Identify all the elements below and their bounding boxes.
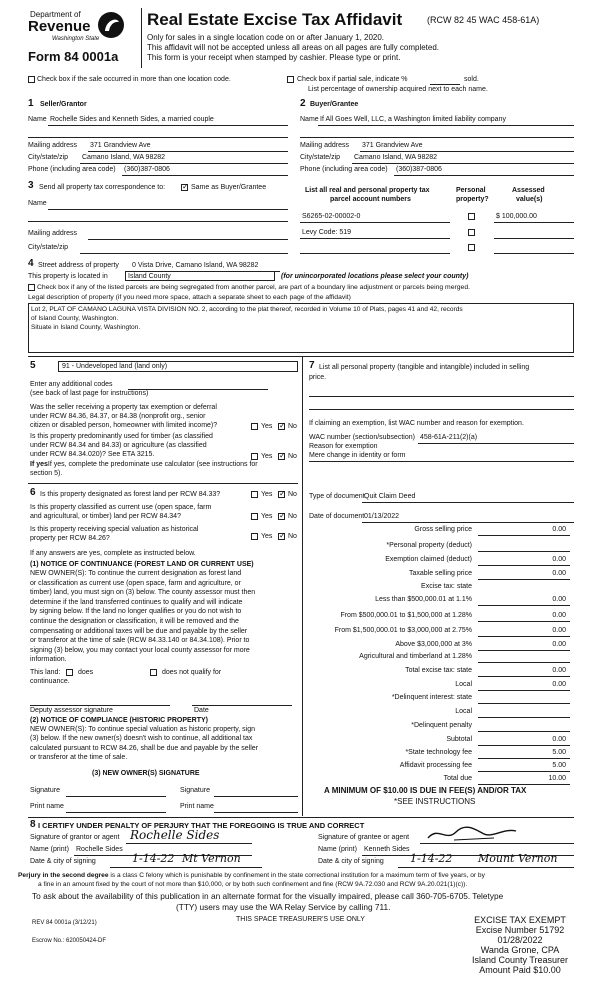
form-title: Real Estate Excise Tax Affidavit: [147, 10, 403, 29]
perjury-text-1: is a class C felony which is punishable by confinement in the state correctional institution for a maximum term of five years, or by: [108, 872, 485, 879]
tax-value-tier3[interactable]: 0.00: [552, 627, 566, 634]
owner-signature-label-1: Signature: [30, 787, 60, 794]
treasurer-use-label: THIS SPACE TREASURER'S USE ONLY: [236, 916, 365, 923]
multi-location-checkbox[interactable]: [28, 76, 35, 83]
tax-value-tier4[interactable]: 0.00: [552, 641, 566, 648]
tax-value-subtotal[interactable]: 0.00: [552, 736, 566, 743]
tax-value-tier1[interactable]: 0.00: [552, 596, 566, 603]
tax-underline: [478, 758, 570, 759]
sec6-q1: Is this property designated as forest land per RCW 84.33?: [40, 491, 221, 498]
tax-underline: [478, 690, 570, 691]
tax-value-total-state[interactable]: 0.00: [552, 667, 566, 674]
legal-line-2: of Island County, Washington.: [31, 315, 119, 322]
assessed-value-1[interactable]: $ 100,000.00: [496, 213, 537, 220]
cont-lines-line: or transferor at the time of sale (RCW 84.33.140 or 84.34.108). Prior to: [30, 637, 250, 645]
sec5-q2-yes-label: Yes: [261, 453, 273, 460]
doc-date-label: Date of document: [309, 513, 365, 520]
parcel-col1-l1: List all real and personal property tax: [305, 187, 430, 194]
sec6-q2-no-label: No: [288, 513, 297, 520]
sec6-any-yes: If any answers are yes, complete as instructed below.: [30, 550, 196, 557]
tax-underline: [478, 636, 570, 637]
sec7-text-l2: price.: [309, 374, 327, 381]
perjury-line-2: a fine in an amount fixed by the court of not more than $10,000, or by both such confinement and fine (RCW 9A.72.030 and RCW 9A.20.021(1)(c)).: [38, 881, 468, 888]
tax-label-personal: *Personal property (deduct): [386, 542, 472, 549]
wac-label: WAC number (section/subsection): [309, 434, 415, 441]
land-does-not-label: does not qualify for: [162, 669, 222, 676]
sec6-q3-no-checkbox[interactable]: [278, 533, 285, 540]
parcel-col3-l1: Assessed: [512, 187, 545, 194]
header-note-2: This affidavit will not be accepted unless all areas on all pages are fully completed.: [147, 43, 440, 52]
sec6-q2-no-checkbox[interactable]: [278, 513, 285, 520]
located-label: This property is located in: [28, 273, 108, 280]
parcel-col2-l2: property?: [456, 196, 489, 203]
seller-heading: Seller/Grantor: [40, 101, 87, 108]
sec6-q1-no-label: No: [288, 491, 297, 498]
sec5-q1-yes-checkbox[interactable]: [251, 423, 258, 430]
tax-underline: [478, 650, 570, 651]
tax-label-total-due: Total due: [443, 775, 472, 782]
reason-value[interactable]: Mere change in identity or form: [309, 452, 406, 459]
sec6-q3-l2: property per RCW 84.26?: [30, 535, 110, 542]
owner-print-label-1: Print name: [30, 803, 64, 810]
tax-label-processing: Affidavit processing fee: [399, 762, 472, 769]
tax-value-exemption[interactable]: 0.00: [552, 556, 566, 563]
dept-state: Washington State: [52, 36, 100, 42]
stamp-line-3: 01/28/2022: [497, 935, 543, 945]
grantor-date[interactable]: 1-14-22: [132, 852, 175, 865]
tax-underline: [478, 717, 570, 718]
legal-label: Legal description of property (if you need more space, attach a separate sheet to each page of the affidavit): [28, 294, 351, 301]
continuance-heading: (1) NOTICE OF CONTINUANCE (FOREST LAND OR CURRENT USE): [30, 561, 254, 568]
sec5-q2-l2: under RCW 84.34 and 84.33) or agriculture (as classified: [30, 442, 207, 449]
grantee-signature-scribble[interactable]: [424, 822, 520, 844]
parcel-number-1[interactable]: S6265-02-00002-0: [302, 213, 361, 220]
section-5-number: 5: [30, 360, 36, 371]
comp-lines-line: calculated pursuant to RCW 84.26, shall be due and payable by the seller: [30, 744, 259, 752]
stamp-line-1: EXCISE TAX EXEMPT: [474, 915, 566, 925]
doc-type-label: Type of document: [309, 493, 365, 500]
sec6-q2-l2: and agricultural, or timber) land per RCW 84.34?: [30, 513, 181, 520]
tax-label-subtotal: Subtotal: [446, 736, 472, 743]
tax-underline: [478, 771, 570, 772]
sec5-q1-l1: Was the seller receiving a property tax exemption or deferral: [30, 404, 217, 411]
county-select[interactable]: Island County: [125, 271, 275, 281]
buyer-name-label: Name: [300, 116, 319, 123]
tax-value-gross[interactable]: 0.00: [552, 526, 566, 533]
tax-value-tech[interactable]: 5.00: [552, 749, 566, 756]
stamp-line-5: Island County Treasurer: [471, 955, 569, 965]
cont-lines-line: timber) land, you must sign on (3) below. The county assessor must then: [30, 589, 256, 597]
sold-label: sold.: [464, 76, 479, 83]
tax-label-taxable: Taxable selling price: [408, 570, 472, 577]
grantee-name[interactable]: Kenneth Sides: [364, 846, 410, 853]
segregated-checkbox[interactable]: [28, 284, 35, 291]
sec5-q2-no-checkbox[interactable]: [278, 453, 285, 460]
new-owner-signature-heading: (3) NEW OWNER(S) SIGNATURE: [92, 770, 200, 777]
sec6-q2-yes-label: Yes: [261, 513, 273, 520]
sec6-q3-yes-label: Yes: [261, 533, 273, 540]
escrow-number: Escrow No.: 620050424-DF: [32, 938, 107, 944]
tax-label-tier4: Above $3,000,000 at 3%: [395, 641, 472, 648]
grantor-city[interactable]: Mt Vernon: [182, 852, 241, 865]
sec5-ifyes-text: If yes, complete the predominate use calculator (see instructions for: [47, 461, 258, 468]
grantee-city[interactable]: Mount Vernon: [478, 852, 558, 865]
tax-underline: [478, 621, 570, 622]
tax-underline: [478, 676, 570, 677]
tax-label-penalty: *Delinquent penalty: [411, 722, 472, 729]
wac-number[interactable]: 458-61A-211(2)(a): [420, 434, 478, 441]
seller-name[interactable]: Rochelle Sides and Kenneth Sides, a married couple: [50, 116, 214, 123]
sec6-q3-yes-checkbox[interactable]: [251, 533, 258, 540]
corr-city-label: City/state/zip: [28, 244, 69, 251]
sec5-q1-no-label: No: [288, 423, 297, 430]
doc-type[interactable]: Quit Claim Deed: [364, 493, 416, 500]
alt-format-line-2: (TTY) users may use the WA Relay Service by calling 711.: [176, 902, 391, 912]
street-address[interactable]: 0 Vista Drive, Camano Island, WA 98282: [132, 262, 259, 269]
sec6-q2-l1: Is this property classified as current use (open space, farm: [30, 504, 212, 511]
parcel-col2-l1: Personal: [456, 187, 486, 194]
certify-statement: I CERTIFY UNDER PENALTY OF PERJURY THAT THE FOREGOING IS TRUE AND CORRECT: [38, 821, 365, 830]
header-note-3: This form is your receipt when stamped by cashier. Please type or print.: [147, 53, 401, 62]
tax-underline: [478, 745, 570, 746]
sec6-q3-l1: Is this property receiving special valuation as historical: [30, 526, 199, 533]
comp-lines-line: or transferor at the time of sale.: [30, 754, 128, 762]
tax-underline: [478, 605, 570, 606]
land-does-checkbox[interactable]: [66, 669, 73, 676]
sec5-q2-yes-checkbox[interactable]: [251, 453, 258, 460]
buyer-mail[interactable]: 371 Grandview Ave: [362, 142, 423, 149]
seller-mail[interactable]: 371 Grandview Ave: [90, 142, 151, 149]
tax-label-tier3: From $1,500,000.01 to $3,000,000 at 2.75%: [334, 627, 472, 634]
owner-signature-field-1[interactable]: [66, 796, 166, 797]
same-as-buyer-checkbox[interactable]: [181, 184, 188, 191]
land-does-label: does: [78, 669, 94, 676]
sec6-q2-yes-checkbox[interactable]: [251, 513, 258, 520]
partial-sale-label: Check box if partial sale, indicate %: [297, 76, 408, 83]
cont-lines-line: or classification as current use (open space, farm and agriculture, or: [30, 579, 241, 587]
doc-date[interactable]: 01/13/2022: [364, 513, 400, 520]
sec5-q1-yes-label: Yes: [261, 423, 273, 430]
header-note-1: Only for sales in a single location code on or after January 1, 2020.: [147, 33, 385, 42]
owner-signature-label-2: Signature: [180, 787, 210, 794]
tax-label-tech: *State technology fee: [405, 749, 472, 756]
corr-mail-label: Mailing address: [28, 230, 78, 237]
tax-label-delinq-local: Local: [455, 708, 472, 715]
revenue-logo-icon: [97, 11, 125, 39]
sec5-q2-l1: Is this property predominantly used for timber (as classified: [30, 433, 213, 440]
grantor-date-label: Date & city of signing: [30, 858, 96, 865]
additional-codes-note: (see back of last page for instructions): [30, 390, 149, 397]
stamp-line-2: Excise Number 51792: [475, 925, 565, 935]
cont-lines-line: NEW OWNER(S): To continue the current designation as forest land: [30, 570, 242, 577]
additional-codes-label: Enter any additional codes: [30, 381, 113, 388]
legal-line-3: Situate in Island County, Washington.: [31, 324, 141, 331]
tax-value-total-due[interactable]: 10.00: [548, 775, 566, 782]
grantor-signature[interactable]: Rochelle Sides: [130, 828, 220, 842]
minimum-fee-note: A MINIMUM OF $10.00 IS DUE IN FEE(S) AND/OR TAX: [324, 786, 527, 795]
tax-underline: [478, 551, 570, 552]
sec5-q1-no-checkbox[interactable]: [278, 423, 285, 430]
tax-label-ag: Agricultural and timberland at 1.28%: [359, 653, 472, 660]
section-1-number: 1: [28, 98, 34, 109]
tax-underline: [478, 731, 570, 732]
buyer-heading: Buyer/Grantee: [310, 101, 359, 108]
tax-value-taxable[interactable]: 0.00: [552, 570, 566, 577]
rev-number: REV 84 0001a (3/12/21): [32, 920, 97, 926]
tax-value-local[interactable]: 0.00: [552, 681, 566, 688]
levy-code[interactable]: Levy Code: 519: [302, 229, 352, 236]
grantor-name-label: Name (print): [30, 846, 69, 853]
sec6-q1-yes-label: Yes: [261, 491, 273, 498]
seller-name-label: Name: [28, 116, 47, 123]
seller-phone-label: Phone (including area code): [28, 166, 116, 173]
perjury-bold: Perjury in the second degree: [18, 872, 109, 879]
buyer-phone-label: Phone (including area code): [300, 166, 388, 173]
seller-city-label: City/state/zip: [28, 154, 69, 161]
alt-format-line-1: To ask about the availability of this publication in an alternate format for the visually impaired, please call 360-705-6705. Teletype: [32, 891, 504, 901]
rcw-ref: (RCW 82 45 WAC 458-61A): [427, 15, 540, 25]
sec5-q2-no-label: No: [288, 453, 297, 460]
form-number: Form 84 0001a: [28, 49, 119, 64]
dept-revenue: Revenue: [28, 18, 91, 35]
dept-line1: Department of: [30, 10, 81, 19]
tax-label-tier1: Less than $500,000.01 at 1.1%: [375, 596, 472, 603]
tax-underline: [478, 784, 570, 785]
sec5-ifyes-l1: If yesIf yes, complete the predominate use calculator (see instructions for: [30, 461, 258, 468]
sec6-q1-yes-checkbox[interactable]: [251, 491, 258, 498]
cont-lines-line: continue the designation or classification, it will be removed and the: [30, 618, 239, 625]
partial-percent-field[interactable]: [430, 84, 460, 85]
correspondence-text: Send all property tax correspondence to:: [39, 184, 166, 191]
tax-label-exemption: Exemption claimed (deduct): [385, 556, 472, 563]
grantee-signature-label: Signature of grantee or agent: [318, 834, 410, 841]
section-2-number: 2: [300, 98, 306, 109]
buyer-city[interactable]: Camano Island, WA 98282: [354, 154, 438, 161]
sec6-q1-no-checkbox[interactable]: [278, 491, 285, 498]
stamp-line-4: Wanda Grone, CPA: [480, 945, 560, 955]
stamp-line-6: Amount Paid $10.00: [479, 965, 561, 975]
tax-underline: [478, 703, 570, 704]
comp-lines-line: NEW OWNER(S): To continue special valuation as historic property, sign: [30, 726, 255, 733]
parcel-col1-l2: parcel account numbers: [330, 196, 411, 203]
compliance-heading: (2) NOTICE OF COMPLIANCE (HISTORIC PROPERTY): [30, 717, 208, 724]
additional-codes-field[interactable]: [128, 389, 268, 390]
section-7-number: 7: [309, 360, 315, 371]
section-3-number: 3: [28, 180, 34, 191]
owner-signature-field-2[interactable]: [214, 796, 298, 797]
deputy-signature-label: Deputy assessor signature: [30, 707, 113, 714]
percent-note: List percentage of ownership acquired next to each name.: [308, 86, 488, 93]
cont-lines-line: determine if the land transferred continues to qualify and will indicate: [30, 598, 243, 606]
sec5-q1-l3: citizen or disabled person, homeowner with limited income)?: [30, 422, 218, 429]
legal-line-1: Lot 2, PLAT OF CAMANO LAGUNA VISTA DIVISION NO. 2, according to the plat thereof, recorded in Volume 10 of Plats, pages 41 and 42, records: [31, 306, 463, 313]
seller-mail-label: Mailing address: [28, 142, 78, 149]
buyer-name[interactable]: If All Goes Well, LLC, a Washington limited liability company: [320, 116, 506, 123]
tax-label-local: Local: [455, 681, 472, 688]
exemption-claim-label: If claiming an exemption, list WAC number and reason for exemption.: [309, 420, 524, 427]
sec7-text-l1: List all personal property (tangible and intangible) included in selling: [319, 364, 530, 371]
cont-lines-line: signing (3) below, you may contact your local county assessor for more: [30, 646, 250, 654]
tax-label-delinq-state: *Delinquent interest: state: [391, 694, 472, 701]
grantee-name-label: Name (print): [318, 846, 357, 853]
owner-print-label-2: Print name: [180, 803, 214, 810]
seller-city[interactable]: Camano Island, WA 98282: [82, 154, 166, 161]
reason-label: Reason for exemption: [309, 443, 378, 450]
tax-label-gross: Gross selling price: [414, 526, 472, 533]
tax-underline: [478, 662, 570, 663]
parcel-col3-l2: value(s): [516, 196, 543, 203]
sec5-q1-l2: under RCW 84.36, 84.37, or 84.38 (nonprofit org., senior: [30, 413, 206, 420]
this-land-label: This land:: [30, 669, 61, 676]
cont-lines-line: information.: [30, 656, 67, 664]
personal-property-checkbox-3[interactable]: [468, 244, 475, 251]
grantee-date-label: Date & city of signing: [318, 858, 384, 865]
county-note: (for unincorporated locations please select your county): [281, 273, 469, 280]
section-6-number: 6: [30, 487, 36, 498]
deputy-signature-field[interactable]: [30, 705, 170, 706]
tax-label-tier2: From $500,000.01 to $1,500,000 at 1.28%: [340, 612, 472, 619]
owner-print-field-2[interactable]: [214, 812, 298, 813]
tax-value-processing[interactable]: 5.00: [552, 762, 566, 769]
section-4-number: 4: [28, 258, 34, 269]
deputy-date-label: Date: [194, 707, 209, 714]
buyer-phone[interactable]: (360)387-0806: [396, 166, 442, 173]
tax-value-tier2[interactable]: 0.00: [552, 612, 566, 619]
sec5-q2-l3: under RCW 84.34.020)? See ETA 3215.: [30, 451, 155, 458]
land-does-not-checkbox[interactable]: [150, 669, 157, 676]
deputy-date-field[interactable]: [192, 705, 292, 706]
seller-phone[interactable]: (360)387-0806: [124, 166, 170, 173]
owner-print-field-1[interactable]: [66, 812, 166, 813]
segregated-label: Check box if any of the listed parcels are being segregated from another parcel, are part of a boundary line adjustment or parcels being merged.: [37, 284, 470, 291]
same-as-buyer-label: Same as Buyer/Grantee: [191, 184, 267, 191]
corr-name-label: Name: [28, 200, 47, 207]
sec5-ifyes-l2: section 5).: [30, 470, 63, 477]
comp-lines-line: (3) below. If the new owner(s) doesn't wish to continue, all additional tax: [30, 735, 253, 743]
continuance-label: continuance.: [30, 678, 70, 685]
tax-underline: [478, 535, 570, 536]
personal-property-checkbox-2[interactable]: [468, 229, 475, 236]
section-8-number: 8: [30, 819, 36, 830]
tax-label-total-state: Total excise tax: state: [405, 667, 472, 674]
land-use-select[interactable]: 91 - Undeveloped land (land only): [58, 361, 298, 372]
tax-label-excise-state: Excise tax: state: [421, 583, 472, 590]
buyer-mail-label: Mailing address: [300, 142, 350, 149]
grantee-date[interactable]: 1-14-22: [410, 852, 453, 865]
sec6-q3-no-label: No: [288, 533, 297, 540]
tax-underline: [478, 565, 570, 566]
partial-sale-checkbox[interactable]: [287, 76, 294, 83]
personal-property-checkbox-1[interactable]: [468, 213, 475, 220]
buyer-city-label: City/state/zip: [300, 154, 341, 161]
see-instructions: *SEE INSTRUCTIONS: [394, 797, 476, 806]
cont-lines-line: compensating or additional taxes will be due and payable by the seller: [30, 627, 248, 635]
perjury-line-1: [18, 872, 485, 880]
tax-underline: [478, 579, 570, 580]
street-label: Street address of property: [38, 262, 119, 269]
grantor-signature-label: Signature of grantor or agent: [30, 834, 120, 841]
cont-lines-line: by signing below. If the land no longer qualifies or you do not wish to: [30, 608, 242, 616]
multi-location-label: Check box if the sale occurred in more than one location code.: [37, 76, 231, 83]
grantor-name[interactable]: Rochelle Sides: [76, 846, 123, 853]
